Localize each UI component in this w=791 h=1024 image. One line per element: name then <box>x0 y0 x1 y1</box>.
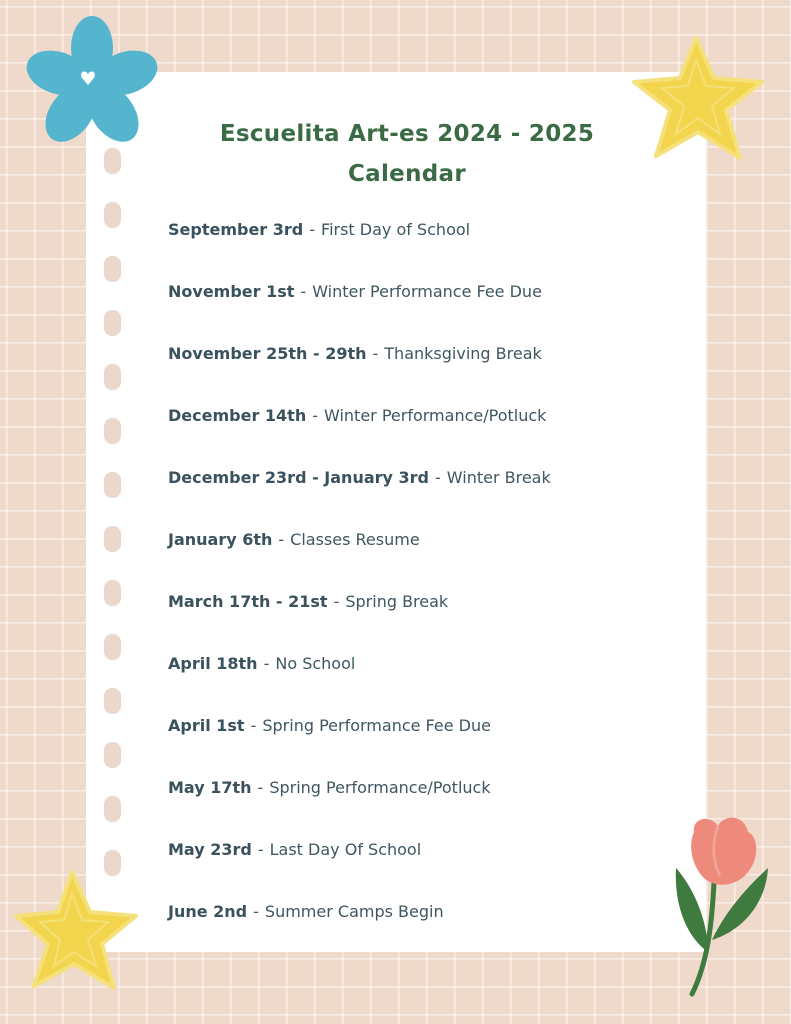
event-description: Winter Performance Fee Due <box>312 282 542 301</box>
event-description: Winter Performance/Potluck <box>324 406 547 425</box>
event-description: First Day of School <box>321 220 471 239</box>
event-separator: - <box>312 406 318 425</box>
page-title <box>160 114 654 194</box>
binder-hole <box>104 202 121 228</box>
binder-hole <box>104 418 121 444</box>
title-line-1: Escuelita Art-es 2024 - 2025 <box>219 121 595 147</box>
binder-hole <box>104 256 121 282</box>
list-item <box>168 772 688 834</box>
event-date: December 14th <box>168 406 307 425</box>
pink-tulip-icon <box>668 812 772 998</box>
event-date: November 1st <box>168 282 295 301</box>
event-list <box>168 214 688 958</box>
list-item <box>168 834 688 896</box>
event-separator: - <box>250 716 257 735</box>
event-description: Spring Break <box>345 592 449 611</box>
binder-hole <box>104 364 121 390</box>
event-description: Last Day Of School <box>269 840 422 859</box>
list-item <box>168 896 688 958</box>
event-description: Classes Resume <box>290 530 420 549</box>
event-date: January 6th <box>168 530 273 549</box>
event-description: Thanksgiving Break <box>384 344 542 363</box>
list-item <box>168 276 688 338</box>
yellow-star-icon <box>626 30 772 168</box>
blue-flower-icon <box>22 12 162 157</box>
list-item <box>168 462 688 524</box>
binder-hole <box>104 796 121 822</box>
event-date: April 18th <box>168 654 258 673</box>
event-date: September 3rd <box>168 220 304 239</box>
event-date: November 25th - 29th <box>168 344 367 363</box>
list-item <box>168 338 688 400</box>
binder-hole <box>104 634 121 660</box>
list-item <box>168 524 688 586</box>
event-separator: - <box>372 344 379 363</box>
event-separator: - <box>257 778 264 797</box>
binder-hole <box>104 526 121 552</box>
list-item <box>168 710 688 772</box>
event-description: Spring Performance/Potluck <box>269 778 491 797</box>
event-date: May 17th <box>168 778 252 797</box>
event-separator: - <box>333 592 340 611</box>
event-separator: - <box>300 282 307 301</box>
binder-hole <box>104 688 121 714</box>
event-date: June 2nd <box>168 902 248 921</box>
event-separator: - <box>263 654 270 673</box>
event-description: Spring Performance Fee Due <box>262 716 491 735</box>
event-description: No School <box>275 654 356 673</box>
list-item <box>168 400 688 462</box>
event-separator: - <box>309 220 316 239</box>
event-description: Summer Camps Begin <box>264 902 444 921</box>
list-item <box>168 648 688 710</box>
binder-hole <box>104 580 121 606</box>
yellow-star-icon <box>10 866 144 996</box>
event-separator: - <box>253 902 259 921</box>
title-line-2: Calendar <box>348 161 466 187</box>
event-date: March 17th - 21st <box>168 592 328 611</box>
binder-hole <box>104 742 121 768</box>
binder-hole <box>104 310 121 336</box>
event-separator: - <box>257 840 264 859</box>
list-item <box>168 214 688 276</box>
binder-hole <box>104 472 121 498</box>
event-description: Winter Break <box>446 468 551 487</box>
event-date: April 1st <box>168 716 245 735</box>
event-separator: - <box>278 530 285 549</box>
event-separator: - <box>435 468 441 487</box>
event-date: December 23rd - January 3rd <box>168 468 429 487</box>
binder-holes <box>104 148 122 928</box>
event-date: May 23rd <box>168 840 252 859</box>
list-item <box>168 586 688 648</box>
